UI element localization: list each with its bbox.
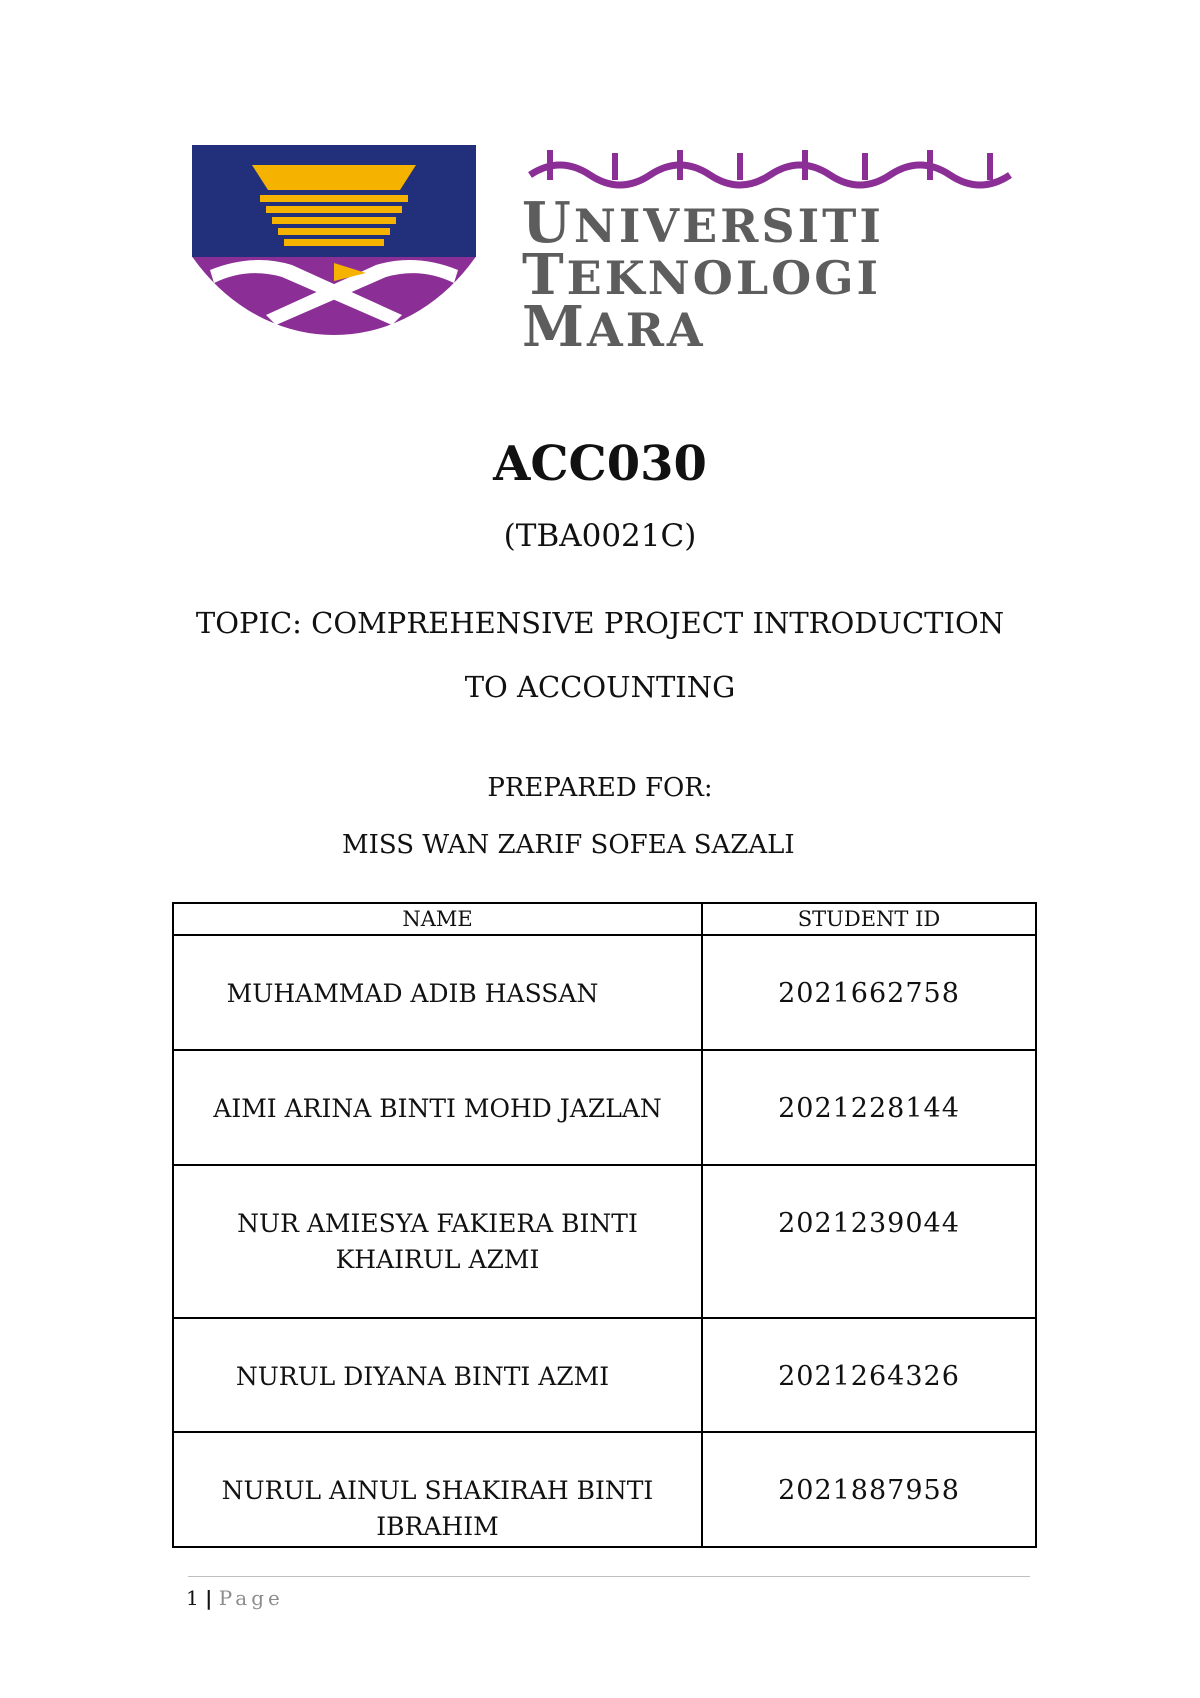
member-name: AIMI ARINA BINTI MOHD JAZLAN: [173, 1050, 702, 1165]
member-student-id: 2021662758: [702, 935, 1036, 1050]
header-name: NAME: [173, 903, 702, 935]
member-student-id: 2021264326: [702, 1318, 1036, 1432]
logo-word-mara: MARA: [522, 294, 706, 360]
topic-line-2: TO ACCOUNTING: [464, 670, 736, 704]
table-row: [173, 1165, 1036, 1318]
prepared-for-label: PREPARED FOR:: [487, 773, 713, 803]
jawi-script-wordmark: [520, 145, 1020, 195]
page-label: Page: [218, 1586, 284, 1610]
footer-separator: |: [205, 1586, 213, 1610]
course-code: ACC030: [493, 436, 707, 492]
table-row: [173, 1050, 1036, 1165]
member-name: MUHAMMAD ADIB HASSAN: [173, 935, 702, 1050]
table-row: [173, 935, 1036, 1050]
table-header-row: [173, 903, 1036, 935]
member-student-id: 2021887958: [702, 1432, 1036, 1547]
member-name: NURUL DIYANA BINTI AZMI: [173, 1318, 702, 1432]
group-members-table: [172, 902, 1037, 1548]
header-student-id: STUDENT ID: [702, 903, 1036, 935]
uitm-emblem-icon: [192, 145, 476, 340]
member-student-id: 2021239044: [702, 1165, 1036, 1318]
footer-divider: [188, 1576, 1030, 1577]
member-student-id: 2021228144: [702, 1050, 1036, 1165]
member-name: NURUL AINUL SHAKIRAH BINTI IBRAHIM: [173, 1432, 702, 1547]
member-name: NUR AMIESYA FAKIERA BINTI KHAIRUL AZMI: [173, 1165, 702, 1318]
table-row: [173, 1432, 1036, 1547]
topic-line-1: TOPIC: COMPREHENSIVE PROJECT INTRODUCTION: [195, 606, 1005, 640]
page-footer: [186, 1586, 284, 1610]
lecturer-name: MISS WAN ZARIF SOFEA SAZALI: [342, 830, 795, 860]
page-number: 1: [186, 1586, 199, 1610]
university-logo: [192, 145, 1032, 360]
logo-word-teknologi: TEKNOLOGI: [522, 242, 882, 308]
group-code: (TBA0021C): [503, 518, 697, 554]
logo-word-universiti: UNIVERSITI: [522, 190, 884, 256]
table-row: [173, 1318, 1036, 1432]
